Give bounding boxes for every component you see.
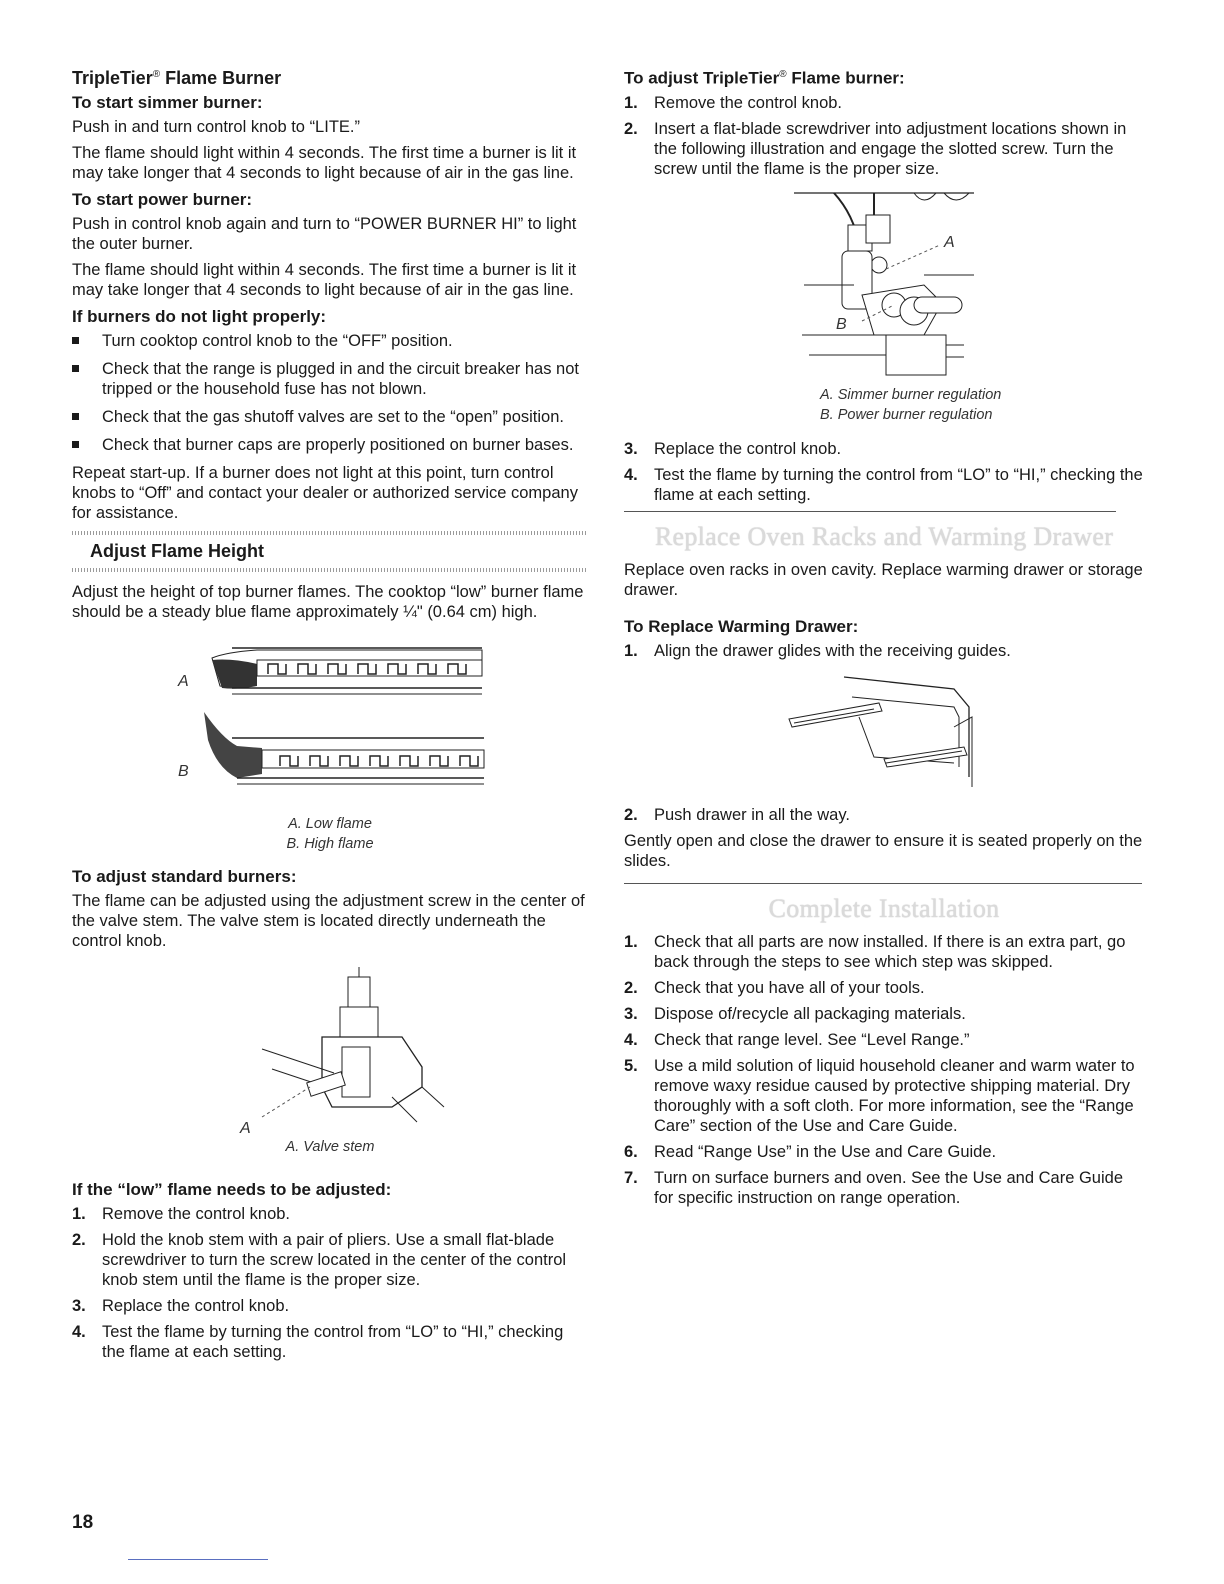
fig3-label-b: B (836, 315, 847, 333)
list-item: Check that burner caps are properly positioned on burner bases. (72, 435, 588, 455)
simmer-p1: Push in and turn control knob to “LITE.” (72, 118, 360, 136)
low-steps (72, 1204, 588, 1362)
right-column (624, 64, 1144, 1214)
power-p2: The flame should light within 4 seconds. The first time a burner is lit it may take longer that 4 seconds to light because of air in the gas line. (72, 261, 577, 299)
list-item: 3. Dispose of/recycle all packaging materials. (624, 1004, 966, 1023)
complete-steps (624, 932, 1144, 1208)
left-column (72, 64, 588, 1368)
list-item: 3. Replace the control knob. (72, 1297, 290, 1315)
list-item: 4. Test the flame by turning the control from “LO” to “HI,” checking the flame at each setting. (624, 465, 1143, 504)
list-item: 2. Insert a flat-blade screwdriver into adjustment locations shown in the following illustration and engage the slotted screw. Turn the screw until the flame is the proper size. (624, 119, 1127, 178)
valve-stem-illustration (72, 957, 588, 1137)
adjust-p: Adjust the height of top burner flames. The cooktop “low” burner flame should be a steady blue flame approximately ¼" (0.64 cm) high. (72, 583, 584, 621)
fig1-caption-a: A. Low flame (288, 816, 372, 832)
complete-installation-title: Complete Installation (768, 893, 1000, 923)
list-item: 2. Check that you have all of your tools. (624, 978, 925, 997)
fig3-label-a: A (944, 233, 955, 251)
section-divider (624, 883, 1142, 884)
list-item: 1. Remove the control knob. (72, 1205, 291, 1223)
tripletier-title: TripleTier® Flame Burner (72, 68, 282, 88)
adj-steps-b (624, 439, 1144, 505)
tripletier-regulation-illustration (624, 185, 1144, 385)
adjust-heading: Adjust Flame Height (90, 541, 265, 561)
fig1-caption-b: B. High flame (286, 836, 374, 852)
fig2-label-a: A (240, 1120, 251, 1137)
standard-p: The flame can be adjusted using the adjustment screw in the center of the valve stem. The valve stem is located directly underneath the control knob. (72, 892, 585, 950)
power-heading: To start power burner: (72, 190, 253, 209)
fig2-caption: A. Valve stem (285, 1139, 375, 1155)
list-item: 4. Check that range level. See “Level Range.” (624, 1030, 970, 1049)
warming-drawer-illustration (624, 667, 1144, 797)
list-item: Check that the range is plugged in and the circuit breaker has not tripped or the household fuse has not blown. (72, 359, 588, 399)
simmer-heading: To start simmer burner: (72, 93, 263, 112)
notlight-list (72, 331, 588, 455)
list-item: 1. Remove the control knob. (624, 93, 843, 112)
list-item: Turn cooktop control knob to the “OFF” position. (72, 331, 588, 351)
warming-heading: To Replace Warming Drawer: (624, 616, 859, 636)
warming-p: Gently open and close the drawer to ensure it is seated properly on the slides. (624, 831, 1143, 870)
warming-steps-1 (624, 641, 1144, 661)
list-item: 4. Test the flame by turning the control from “LO” to “HI,” checking the flame at each setting. (72, 1323, 564, 1361)
list-item: Check that the gas shutoff valves are set to the “open” position. (72, 407, 588, 427)
page-number: 18 (72, 1512, 94, 1533)
list-item: 1. Align the drawer glides with the receiving guides. (624, 641, 1011, 660)
fig3-caption-b: B. Power burner regulation (820, 406, 993, 423)
low-heading: If the “low” flame needs to be adjusted: (72, 1180, 392, 1199)
warming-steps-2 (624, 805, 1144, 825)
section-divider (624, 511, 1116, 512)
adj-tripletier-heading: To adjust TripleTier® Flame burner: (624, 68, 905, 88)
flame-height-illustration (72, 628, 588, 824)
list-item: 6. Read “Range Use” in the Use and Care Guide. (624, 1142, 997, 1161)
fig3-caption-a: A. Simmer burner regulation (820, 386, 1002, 403)
list-item: 5. Use a mild solution of liquid household cleaner and warm water to remove waxy residue caused by protective shipping material. Dry thoroughly with a soft cloth. For more information, see the “Range Care” section of the Use and Care Guide. (624, 1056, 1135, 1135)
standard-heading: To adjust standard burners: (72, 867, 297, 886)
notlight-heading: If burners do not light properly: (72, 307, 327, 326)
list-item: 2. Hold the knob stem with a pair of pliers. Use a small flat-blade screwdriver to turn the screw located in the center of the control knob stem until the flame is the proper size. (72, 1231, 567, 1289)
replace-p: Replace oven racks in oven cavity. Replace warming drawer or storage drawer. (624, 560, 1143, 599)
simmer-p2: The flame should light within 4 seconds. The first time a burner is lit it may take longer that 4 seconds to light because of air in the gas line. (72, 144, 577, 182)
fig1-label-b: B (178, 763, 189, 780)
list-item: 7. Turn on surface burners and oven. See the Use and Care Guide for specific instruction on range operation. (624, 1168, 1124, 1207)
power-p1: Push in control knob again and turn to “POWER BURNER HI” to light the outer burner. (72, 215, 577, 253)
adj-steps-a (624, 93, 1144, 179)
list-item: 3. Replace the control knob. (624, 439, 842, 458)
replace-oven-racks-title: Replace Oven Racks and Warming Drawer (654, 521, 1114, 551)
footer-line (128, 1559, 268, 1560)
list-item: 2. Push drawer in all the way. (624, 805, 850, 824)
repeat-p: Repeat start-up. If a burner does not light at this point, turn control knobs to “Off” and contact your dealer or authorized service company for assistance. (72, 464, 578, 522)
list-item: 1. Check that all parts are now installed. If there is an extra part, go back through the steps to see which step was skipped. (624, 932, 1126, 971)
adjust-flame-box (72, 531, 588, 572)
fig1-label-a: A (178, 673, 189, 690)
